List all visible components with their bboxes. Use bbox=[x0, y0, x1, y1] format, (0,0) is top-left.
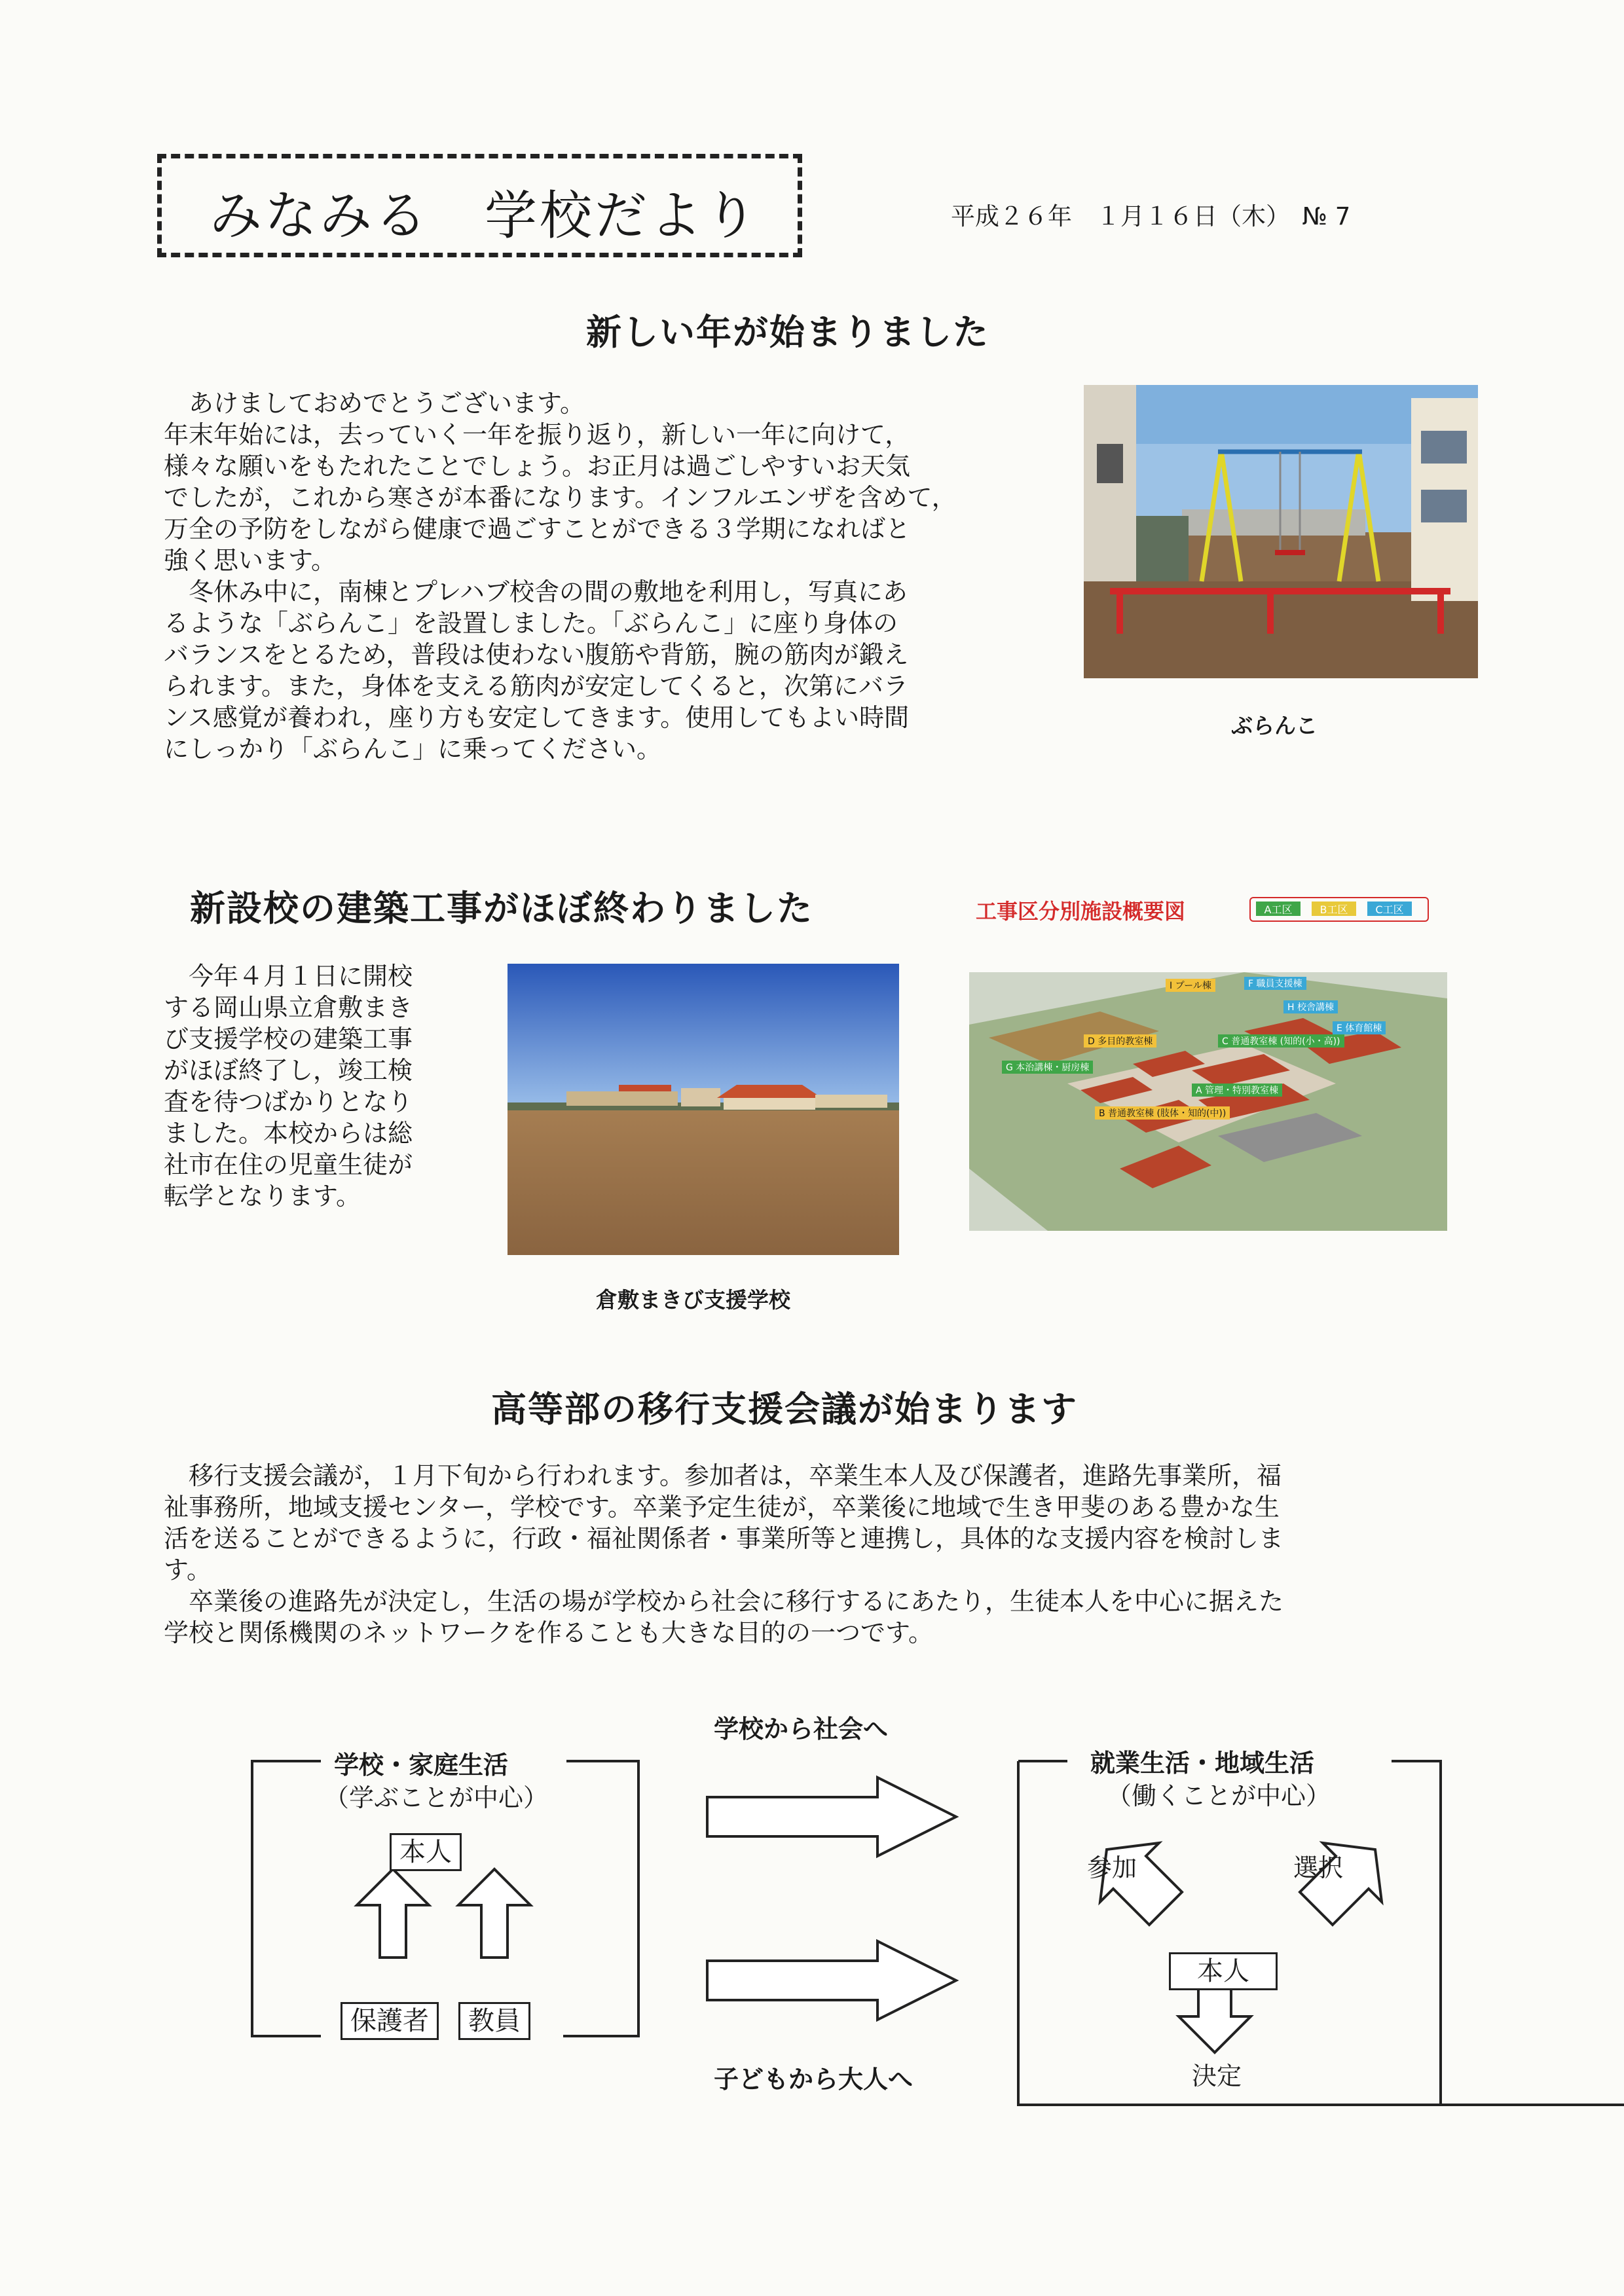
section1-line: あけましておめでとうございます。 bbox=[164, 389, 585, 418]
participation-label: 参加 bbox=[1087, 1853, 1137, 1882]
legend-c: C工区 bbox=[1367, 902, 1412, 916]
arrow-bottom-label: 子どもから大人へ bbox=[714, 2065, 913, 2094]
section1-line: でしたが，これから寒さが本番になります。インフルエンザを含めて， bbox=[164, 483, 957, 512]
map-label-f: F 職員支援棟 bbox=[1244, 977, 1306, 990]
map-title: 工事区分別施設概要図 bbox=[976, 899, 1186, 924]
map-label-c: C 普通教室棟 (知的(小・高)) bbox=[1218, 1034, 1344, 1048]
section1-line: 様々な願いをもたれたことでしょう。お正月は過ごしやすいお天気 bbox=[164, 452, 911, 481]
section1-heading: 新しい年が始まりました bbox=[586, 312, 989, 353]
right-box-subtitle: （働くことが中心） bbox=[1107, 1781, 1331, 1810]
arrow-top-label: 学校から社会へ bbox=[714, 1715, 889, 1743]
map-label-g: G 本治講棟・厨房棟 bbox=[1002, 1061, 1093, 1074]
right-box-title: 就業生活・地域生活 bbox=[1090, 1749, 1315, 1777]
section3-line: 活を送ることができるように，行政・福祉関係者・事業所等と連携し，具体的な支援内容を検討しま bbox=[164, 1524, 1284, 1553]
section3-line: 学校と関係機関のネットワークを作ることも大きな目的の一つです。 bbox=[164, 1618, 933, 1647]
section1-line: バランスをとるため，普段は使わない腹筋や背筋，腕の筋肉が鍛え bbox=[164, 640, 909, 669]
school-caption: 倉敷まきび支援学校 bbox=[596, 1287, 790, 1313]
swing-caption: ぶらんこ bbox=[1231, 713, 1318, 738]
section2-line: ました。本校からは総 bbox=[164, 1119, 413, 1148]
right-center-box: 本人 bbox=[1169, 1952, 1278, 1990]
section1-line: ンス感覚が養われ，座り方も安定してきます。使用してもよい時間 bbox=[164, 703, 910, 732]
map-label-a: A 管理・特別教室棟 bbox=[1192, 1084, 1282, 1097]
section1-line: 年末年始には，去っていく一年を振り返り，新しい一年に向けて， bbox=[164, 420, 910, 449]
section3-line: す。 bbox=[164, 1556, 212, 1584]
section3-line: 祉事務所，地域支援センター，学校です。卒業予定生徒が，卒業後に地域で生き甲斐のある豊かな生 bbox=[164, 1493, 1280, 1522]
map-label-b: B 普通教室棟 (肢体・知的(中)) bbox=[1095, 1106, 1230, 1120]
section2-line: がほぼ終了し，竣工検 bbox=[164, 1056, 413, 1085]
map-label-e: E 体育館棟 bbox=[1333, 1021, 1386, 1034]
decision-label: 決定 bbox=[1192, 2062, 1242, 2090]
section2-line: 転学となります。 bbox=[164, 1182, 361, 1211]
section2-line: 今年４月１日に開校 bbox=[164, 962, 413, 991]
section3-line: 卒業後の進路先が決定し，生活の場が学校から社会に移行するにあたり，生徒本人を中心に据えた bbox=[164, 1587, 1284, 1616]
map-label-pool: I プール棟 bbox=[1166, 979, 1215, 992]
section2-line: する岡山県立倉敷まき bbox=[164, 993, 413, 1022]
choice-label: 選択 bbox=[1293, 1853, 1344, 1882]
left-box-title: 学校・家庭生活 bbox=[334, 1751, 509, 1779]
guardian-box: 保護者 bbox=[341, 2002, 439, 2040]
section3-line: 移行支援会議が，１月下旬から行われます。参加者は，卒業生本人及び保護者，進路先事業所，福 bbox=[164, 1461, 1282, 1490]
left-box-subtitle: （学ぶことが中心） bbox=[324, 1783, 549, 1812]
left-center-box: 本人 bbox=[390, 1833, 462, 1871]
section2-line: び支援学校の建築工事 bbox=[164, 1025, 413, 1053]
newsletter-title: みなみる 学校だより bbox=[210, 185, 760, 246]
section1-line: 強く思います。 bbox=[164, 546, 336, 575]
map-label-d: D 多目的教室棟 bbox=[1084, 1034, 1156, 1048]
section1-line: 冬休み中に，南棟とプレハブ校舎の間の敷地を利用し，写真にあ bbox=[164, 577, 908, 606]
map-label-h: H 校舎講棟 bbox=[1283, 1000, 1338, 1013]
section2-line: 社市在住の児童生徒が bbox=[164, 1150, 413, 1179]
section1-line: にしっかり「ぶらんこ」に乗ってください。 bbox=[164, 735, 662, 763]
section2-line: 査を待つばかりとなり bbox=[164, 1087, 413, 1116]
section1-line: られます。また，身体を支える筋肉が安定してくると，次第にバラ bbox=[164, 672, 908, 701]
teacher-box: 教員 bbox=[458, 2002, 530, 2040]
section3-heading: 高等部の移行支援会議が始まります bbox=[491, 1389, 1078, 1430]
issue-date: 平成２６年 １月１６日（木） № 7 bbox=[951, 202, 1351, 230]
legend-a: A工区 bbox=[1256, 902, 1301, 916]
section2-heading: 新設校の建築工事がほぼ終わりました bbox=[190, 888, 813, 929]
section1-line: 万全の予防をしながら健康で過ごすことができる３学期になればと bbox=[164, 515, 911, 543]
section1-line: るような「ぶらんこ」を設置しました。「ぶらんこ」に座り身体の bbox=[164, 609, 898, 638]
legend-b: B工区 bbox=[1312, 902, 1356, 916]
